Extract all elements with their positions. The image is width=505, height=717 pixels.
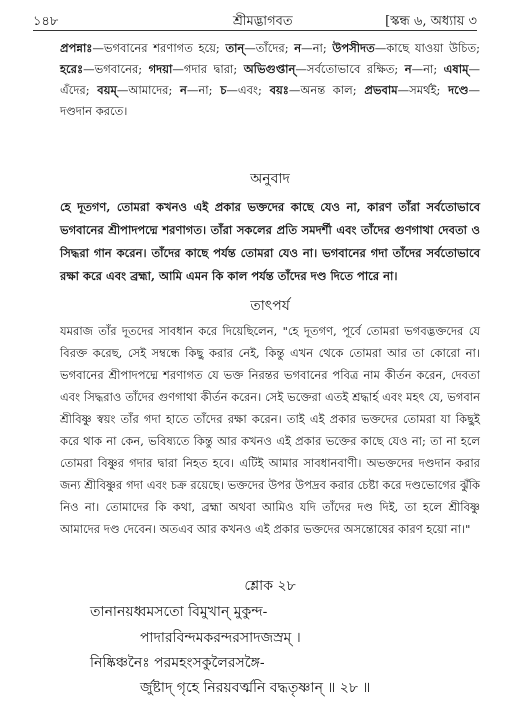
verse-line: তানানয়ধ্বমসতো বিমুখান্ মুকুন্দ- <box>90 604 268 620</box>
synonym-word: প্রপন্নাঃ <box>60 41 93 55</box>
synonym-meaning: —দণ্ডদান করতে। <box>60 83 480 118</box>
purport-heading: তাৎপর্য <box>250 298 290 314</box>
synonym-meaning: —ভগবানের শরণাগত হয়ে; <box>92 41 226 55</box>
verse-line: পাদারবিন্দমকরন্দরসাদজস্রম্ । <box>140 630 301 646</box>
synonym-word: বয়ম্ <box>97 83 117 97</box>
synonym-meaning: —তাঁদের; <box>244 41 295 55</box>
synonym-word: প্রভবাম <box>364 83 398 97</box>
synonym-meaning: —সর্বতোভাবে রক্ষিত; <box>295 62 405 76</box>
synonym-word: তান্ <box>225 41 245 55</box>
translation-text: হে দূতগণ, তোমরা কখনও এই প্রকার ভক্তদের কাছে যেও না, কারণ তাঁরা সর্বতোভাবে ভগবানের শ্রীপাদপদ্মে শরণাগত। তাঁরা সকলের প্রতি সমদর্শী এবং তাঁদের গুণগাথা দেবতা ও সিদ্ধরা গান করেন। তাঁদের কাছে পর্যন্ত তোমরা যেও না। ভগবানের গদা তাঁদের সর্বতোভাবে রক্ষা করে এবং ব্রহ্মা, আমি এমন কি কাল পর্যন্ত তাঁদের দণ্ড দিতে পারে না। <box>60 200 480 283</box>
header-rule <box>33 30 477 31</box>
running-head <box>33 8 477 30</box>
synonyms-paragraph <box>60 38 480 122</box>
synonym-meaning: —কাছে যাওয়া উচিত; <box>374 41 480 55</box>
synonym-meaning: —না; <box>301 41 333 55</box>
synonym-word: ন <box>180 83 187 97</box>
synonym-meaning: —এঁদের; <box>60 62 480 97</box>
synonym-word: চ <box>220 83 227 97</box>
synonym-meaning: —অনন্ত কাল; <box>288 83 365 97</box>
synonym-meaning: —না; <box>186 83 221 97</box>
synonym-meaning: —না; <box>411 62 444 76</box>
synonym-word: অভিগুপ্তান্ <box>243 62 296 76</box>
verse-line: নিষ্কিঞ্চনৈঃ পরমহংসকুলৈরসঙ্গৈ- <box>90 655 265 671</box>
verse-heading: শ্লোক ২৮ <box>244 578 296 594</box>
synonym-word: এষাম্ <box>443 62 469 76</box>
synonym-meaning: —এবং; <box>226 83 270 97</box>
synonym-word: বয়ঃ <box>269 83 289 97</box>
chapter-reference: [স্কন্ধ ৬, অধ্যায় ৩ <box>385 14 477 29</box>
synonym-word: গদয়া <box>148 62 173 76</box>
synonym-word: ন <box>404 62 412 76</box>
book-title: শ্রীমদ্ভাগবত <box>233 14 293 29</box>
synonym-meaning: —ভগবানের; <box>83 62 149 76</box>
synonym-word: হরেঃ <box>60 62 84 76</box>
synonym-meaning: —সমর্থই; <box>397 83 449 97</box>
synonym-meaning: —গদার দ্বারা; <box>172 62 244 76</box>
translation-heading: অনুবাদ <box>250 171 290 187</box>
purport-text: যমরাজ তাঁর দূতদের সাবধান করে দিয়েছিলেন, "হে দূতগণ, পূর্বে তোমরা ভগবদ্ভক্তদের যে বিরক্ত করেছ, সেই সম্বন্ধে কিছু করার নেই, কিন্তু এখন থেকে তোমরা আর তা কোরো না। ভগবানের শ্রীপাদপদ্মে শরণাগত যে ভক্ত নিরন্তর ভগবানের পবিত্র নাম কীর্তন করেন, দেবতা এবং সিদ্ধরাও তাঁদের গুণগাথা কীর্তন করেন। সেই ভক্তেরা এতই শ্রদ্ধার্হ এবং মহৎ যে, ভগবান শ্রীবিষ্ণু স্বয়ং তাঁর গদা হাতে তাঁদের রক্ষা করেন। তাই এই প্রকার ভক্তদের তোমরা যা কিছুই করে থাক না কেন, ভবিষ্যতে কিন্তু আর কখনও এই প্রকার ভক্তের কাছে যেও না; তা না হলে তোমরা বিষ্ণুর গদার দ্বারা নিহত হবে। এটিই আমার সাবধানবাণী। অভক্তদের দণ্ডদান করার জন্য শ্রীবিষ্ণুর গদা এবং চক্র রয়েছে। ভক্তদের উপর উপদ্রব করার চেষ্টা করে দণ্ডভোগের ঝুঁকি নিও না। তোমাদের কি কথা, ব্রহ্মা অথবা আমিও যদি তাঁদের দণ্ড দিই, তা হলে শ্রীবিষ্ণু আমাদের দণ্ড দেবেন। অতএব আর কখনও এই প্রকার ভক্তদের অসন্তোষের কারণ হয়ো না।" <box>60 324 480 536</box>
verse-line: র্জুষ্টাদ্ গৃহে নিরয়বর্ত্মনি বদ্ধতৃষ্ণান্ ॥ ২৮ ॥ <box>140 680 371 696</box>
page-number: ১৪৮ <box>33 14 59 29</box>
synonym-word: দণ্ডে <box>448 83 469 97</box>
synonym-word: উপসীদত <box>332 41 375 55</box>
synonym-meaning: —আমাদের; <box>116 83 181 97</box>
synonym-word: ন <box>294 41 302 55</box>
